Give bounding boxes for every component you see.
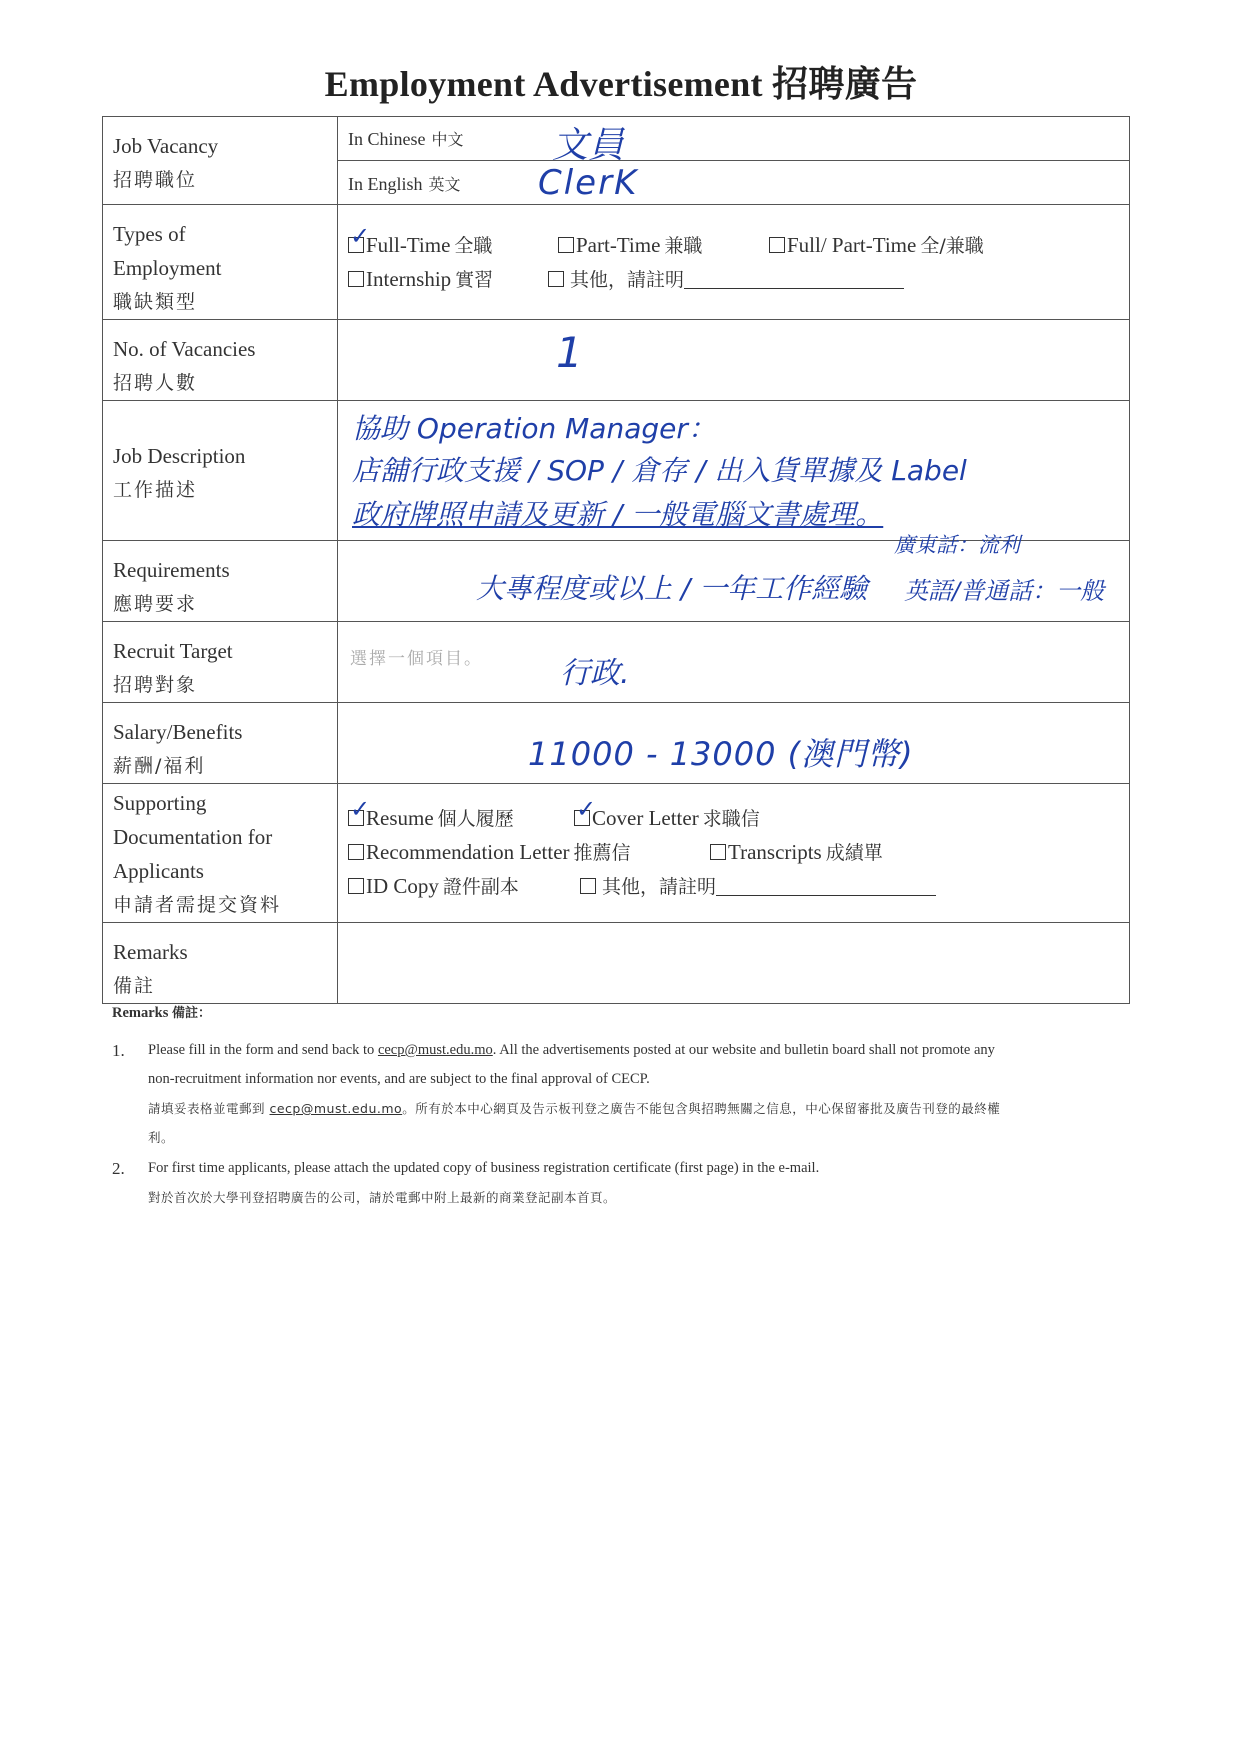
option-cover-letter-en: Cover Letter [592,806,699,830]
checkbox-id-copy[interactable] [348,878,364,894]
remarks-field[interactable] [338,923,1130,1004]
option-part-time-en: Part-Time [576,233,661,257]
salary-label-en: Salary/Benefits [113,720,243,744]
remark-1-en-a: Please fill in the form and send back to [148,1042,378,1058]
vacancies-label [103,320,338,401]
option-full-part-time[interactable] [769,231,984,258]
job-vacancy-label-en: Job Vacancy [113,134,219,158]
salary-field[interactable] [338,703,1130,784]
documents-label-zh: 申請者需提交資料 [113,894,282,916]
option-cover-letter[interactable] [574,795,760,831]
option-resume-zh: 個人履歷 [437,808,514,830]
remark-1-en-line-1 [148,1036,1132,1065]
option-part-time[interactable] [558,231,702,258]
documents-label [103,784,338,923]
job-description-line-2: 店舖行政支援 / SOP / 倉存 / 出入貨單據及 Label [352,454,967,487]
option-internship-en: Internship [366,267,452,291]
option-full-time-en: Full-Time [366,233,451,257]
job-description-line-1: 協助 Operation Manager： [352,412,716,445]
recruit-target-label-zh: 招聘對象 [113,674,198,696]
job-description-label-en: Job Description [113,444,246,468]
job-description-line-3: 政府牌照申請及更新 / 一般電腦文書處理。 [352,498,884,531]
job-vacancy-english-value: ClerK [538,163,639,203]
employment-type-label-en-1: Types of [113,222,186,246]
english-sublabel-zh: 英文 [428,175,461,194]
remark-item-2 [112,1154,1132,1212]
vacancies-value: 1 [556,328,583,377]
option-other-documents-zh: 其他，請註明 [602,876,717,898]
email-link-zh[interactable]: cecp@must.edu.mo [269,1101,403,1116]
check-icon: ✓ [350,795,371,823]
option-resume-en: Resume [366,806,434,830]
job-vacancy-english-field[interactable] [338,161,1130,205]
checkbox-internship[interactable] [348,271,364,287]
email-link[interactable]: cecp@must.edu.mo [377,1042,493,1058]
option-other-documents[interactable] [580,872,936,899]
remark-2-zh: 對於首次於大學刊登招聘廣告的公司，請於電郵中附上最新的商業登記副本首頁。 [148,1190,617,1205]
requirements-cantonese: 廣東話：流利 [894,533,1020,557]
vacancies-label-en: No. of Vacancies [113,337,256,361]
checkbox-cover-letter[interactable] [574,795,597,826]
job-description-field[interactable] [338,401,1130,541]
option-internship-zh: 實習 [455,269,494,291]
documents-label-en-3: Applicants [113,859,204,883]
job-vacancy-chinese-field[interactable] [338,117,1130,166]
other-documents-blank[interactable] [716,895,936,896]
remark-1-zh-line-2: 利。 [148,1130,175,1145]
remark-1-en-b: . All the advertisements posted at our website and bulletin board shall not promote any [492,1042,995,1058]
salary-label-zh: 薪酬/福利 [113,755,206,777]
requirements-label [103,541,338,622]
recruit-target-dropdown[interactable] [338,622,1130,703]
checkbox-other-employment[interactable] [548,271,564,287]
option-transcripts-zh: 成績單 [825,842,883,864]
salary-value: 11000 - 13000 (澳門幣) [528,735,914,773]
job-description-label-zh: 工作描述 [113,479,198,501]
option-cover-letter-zh: 求職信 [702,808,760,830]
employment-type-label [103,205,338,320]
remark-number-2: 2. [112,1159,125,1178]
english-sublabel [348,172,461,195]
option-full-part-time-zh: 全/兼職 [920,235,984,257]
salary-label [103,703,338,784]
remarks-section [112,1002,1132,1212]
checkbox-transcripts[interactable] [710,844,726,860]
checkbox-recommendation-letter[interactable] [348,844,364,860]
vacancies-field[interactable] [338,320,1130,401]
option-part-time-zh: 兼職 [664,235,703,257]
option-id-copy[interactable] [348,872,519,899]
checkbox-full-part-time[interactable] [769,237,785,253]
option-recommendation-letter[interactable] [348,838,631,865]
check-icon: ✓ [576,795,597,823]
requirements-field[interactable] [338,533,1130,622]
remarks-heading [112,1002,1132,1022]
remarks-row-label [103,923,338,1004]
option-full-time[interactable] [348,222,493,258]
checkbox-part-time[interactable] [558,237,574,253]
option-transcripts-en: Transcripts [728,840,822,864]
page-title: Employment Advertisement 招聘廣告 [324,64,918,104]
option-other-employment[interactable] [548,265,904,292]
requirements-label-zh: 應聘要求 [113,593,198,615]
employment-form [102,116,1130,1004]
requirements-main: 大專程度或以上 / 一年工作經驗 [476,572,868,605]
job-vacancy-chinese-value: 文員 [552,125,625,166]
remarks-row-label-en: Remarks [113,940,188,964]
remarks-heading-en: Remarks [112,1005,169,1021]
chinese-sublabel [348,127,464,150]
documents-label-en-2: Documentation for [113,825,273,849]
remarks-row-label-zh: 備註 [113,975,156,997]
option-id-copy-zh: 證件副本 [442,876,519,898]
job-vacancy-label-zh: 招聘職位 [113,169,198,191]
recruit-target-value: 行政. [560,656,630,691]
documents-label-en-1: Supporting [113,791,207,815]
chinese-sublabel-en: In Chinese [348,129,426,149]
remark-2-en: For first time applicants, please attach the updated copy of business registration certificate (first page) in the e-mail. [148,1160,820,1176]
checkbox-full-time[interactable] [348,222,371,253]
remark-1-zh-b: 。所有於本中心網頁及告示板刊登之廣告不能包含與招聘無關之信息，中心保留審批及廣告刊登的最終權 [402,1101,1001,1116]
checkbox-resume[interactable] [348,795,371,826]
option-full-time-zh: 全職 [454,235,493,257]
option-internship[interactable] [348,265,493,292]
option-recommendation-letter-en: Recommendation Letter [366,840,570,864]
remark-1-zh-a: 請填妥表格並電郵到 [148,1101,270,1116]
chinese-sublabel-zh: 中文 [431,130,464,149]
option-transcripts[interactable] [710,838,883,865]
requirements-languages: 英語/普通話：一般 [904,577,1105,605]
documents-options [338,784,1130,923]
employment-type-label-zh: 職缺類型 [113,291,198,313]
option-recommendation-letter-zh: 推薦信 [573,842,631,864]
option-other-employment-zh: 其他，請註明 [570,269,685,291]
option-id-copy-en: ID Copy [366,874,439,898]
english-sublabel-en: In English [348,174,423,194]
job-description-label [103,401,338,541]
other-employment-blank[interactable] [684,288,904,289]
check-icon: ✓ [350,222,371,250]
recruit-target-label [103,622,338,703]
remark-1-en-line-2: non-recruitment information nor events, and are subject to the final approval of CECP. [148,1071,650,1087]
option-full-part-time-en: Full/ Part-Time [787,233,917,257]
employment-type-label-en-2: Employment [113,256,222,280]
checkbox-other-documents[interactable] [580,878,596,894]
remark-item-1 [112,1036,1132,1152]
option-resume[interactable] [348,795,514,831]
recruit-target-label-en: Recruit Target [113,639,233,663]
remark-1-zh-line-1 [148,1094,1132,1123]
remarks-heading-zh: 備註： [172,1006,212,1021]
remark-number-1: 1. [112,1041,125,1060]
employment-type-options [338,205,1130,320]
recruit-target-placeholder: 選擇一個項目。 [350,649,483,669]
requirements-label-en: Requirements [113,558,230,582]
job-vacancy-label [103,117,338,205]
vacancies-label-zh: 招聘人數 [113,372,198,394]
